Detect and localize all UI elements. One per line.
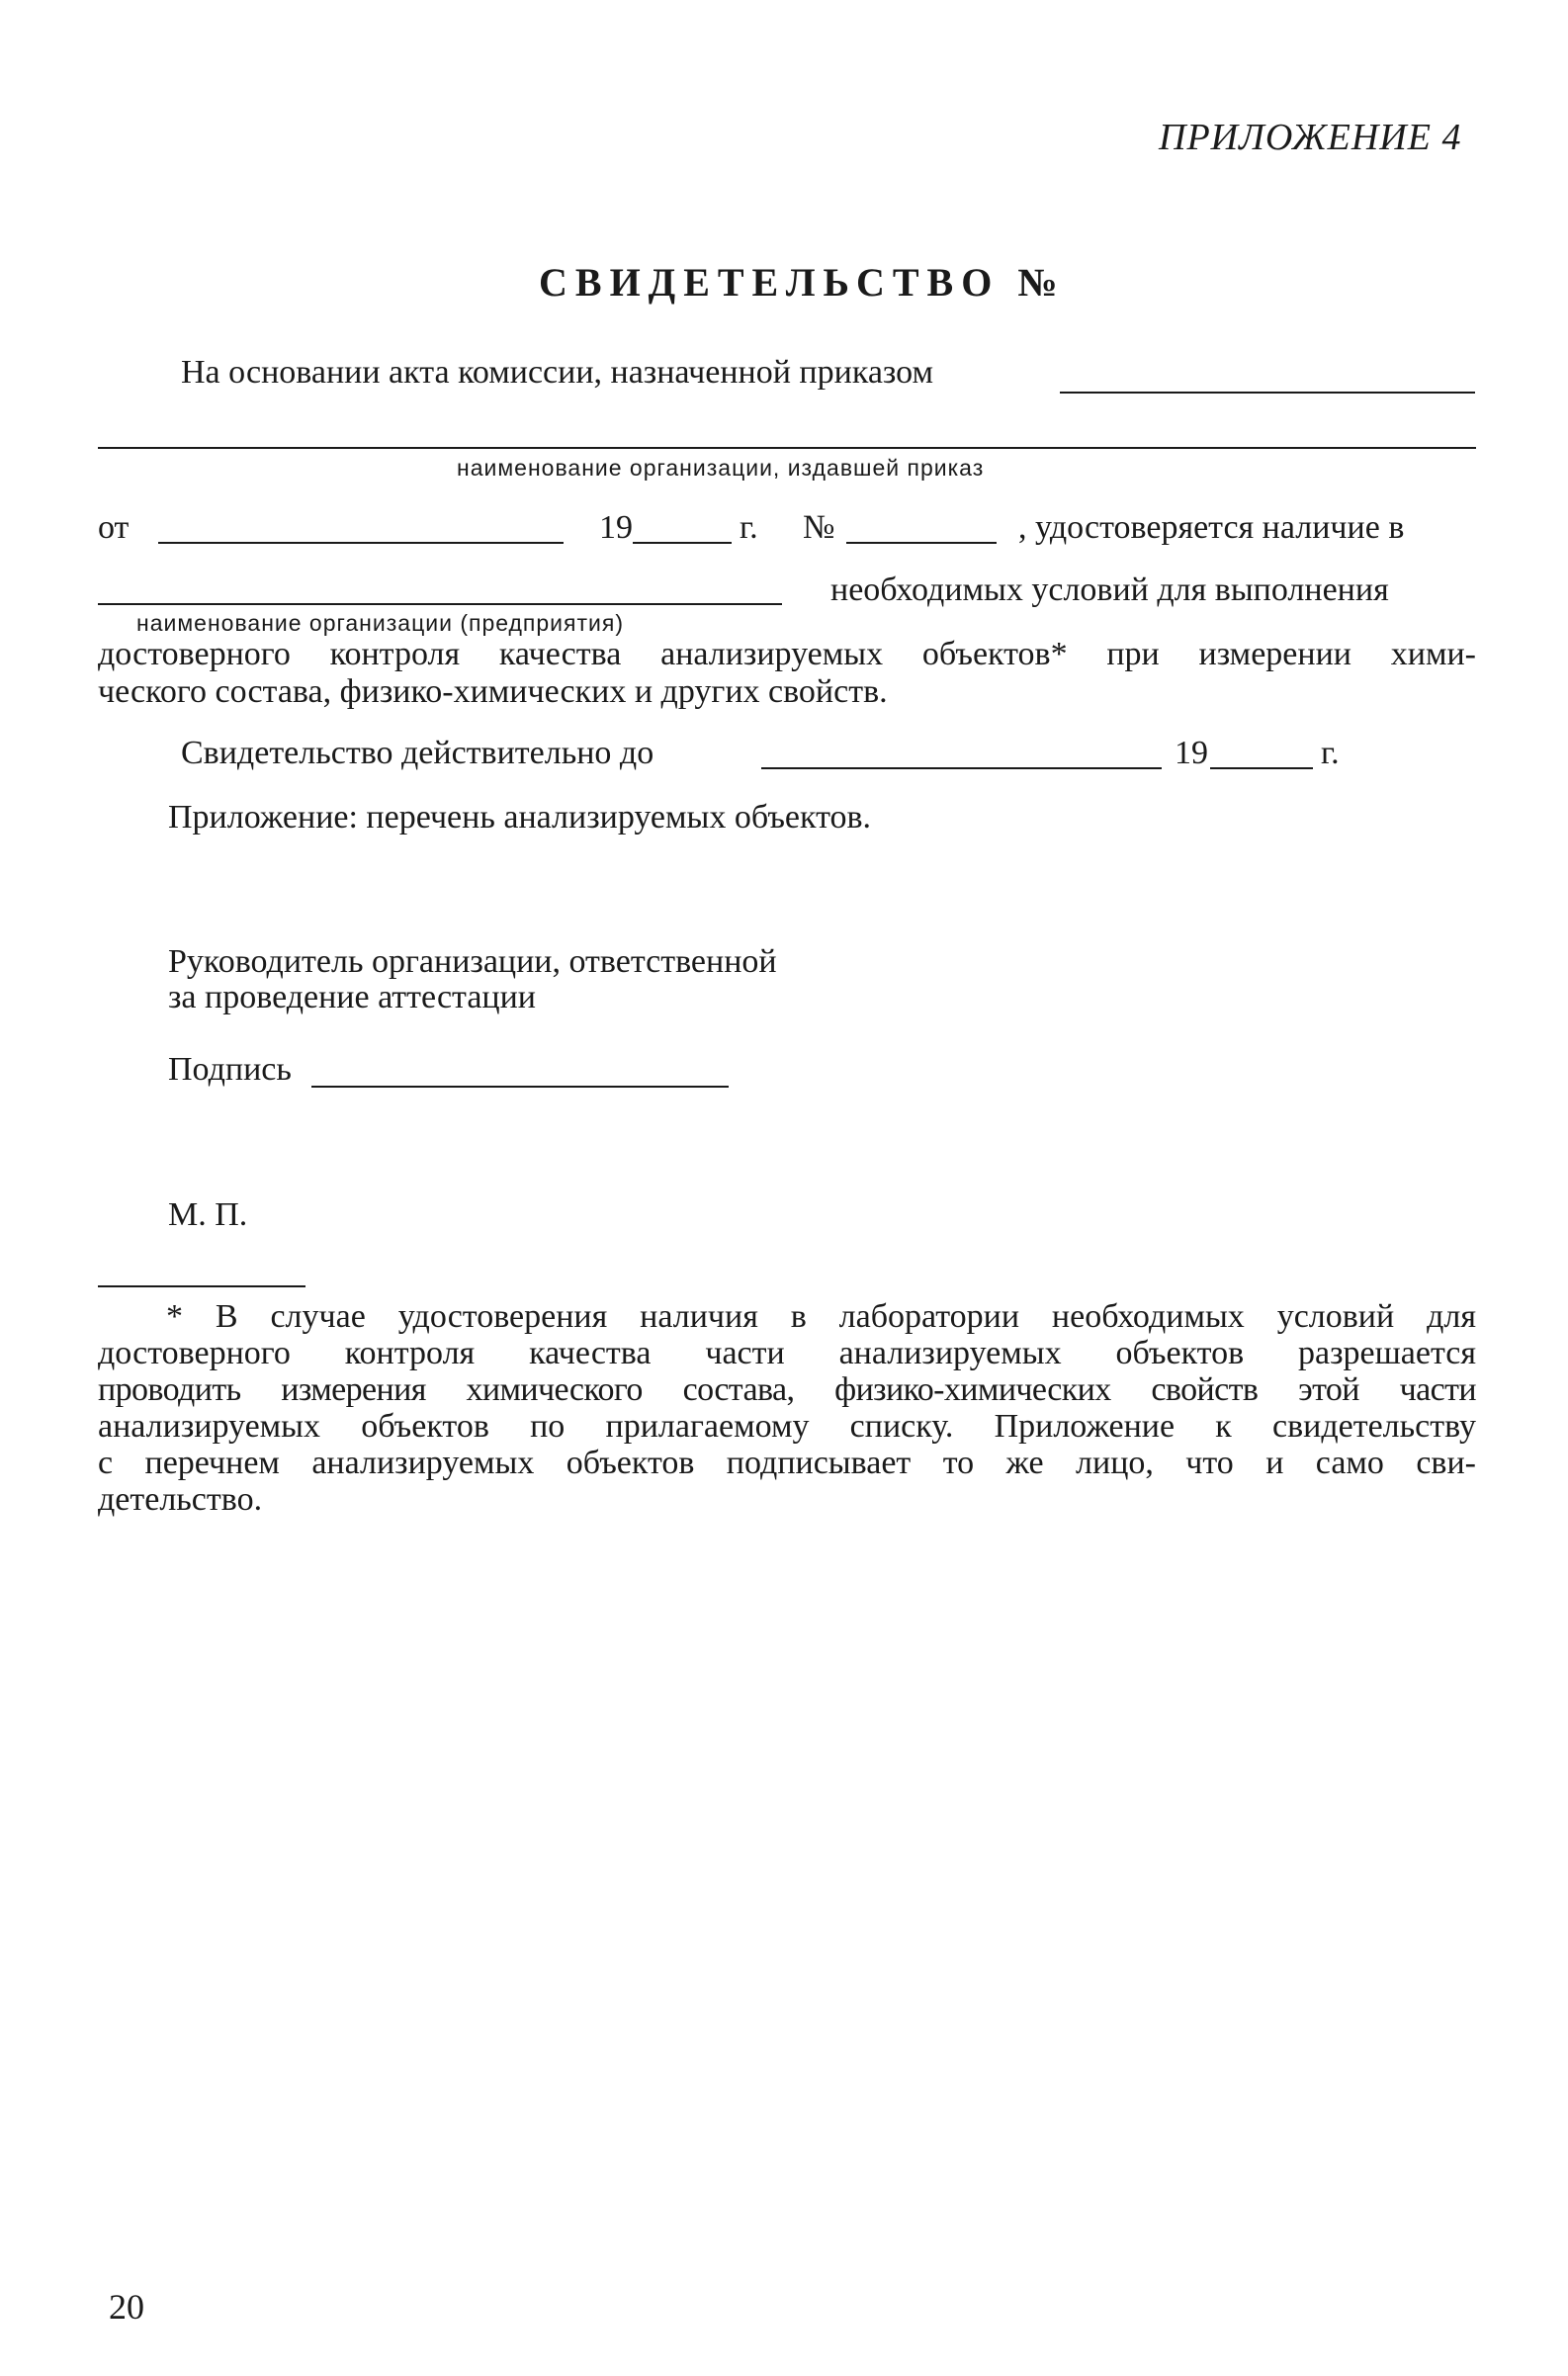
signature-blank-line[interactable] — [311, 1086, 729, 1088]
date-blank-line[interactable] — [158, 542, 564, 544]
footnote-line-5: с перечнем анализируемых объектов подписывает то же лицо, что и само сви- — [98, 1445, 1476, 1481]
signature-label: Подпись — [168, 1051, 292, 1088]
page-number: 20 — [109, 2287, 144, 2327]
head-title-line-2: за проведение аттестации — [168, 979, 536, 1015]
valid-until-text: Свидетельство действительно до — [181, 735, 654, 771]
number-blank-line[interactable] — [846, 542, 997, 544]
year-prefix: 19 — [599, 509, 633, 546]
appendix-label: ПРИЛОЖЕНИЕ 4 — [1159, 117, 1462, 158]
order-basis-text: На основании акта комиссии, назначенной приказом — [181, 354, 934, 391]
certifies-text: , удостоверяется наличие в — [1018, 509, 1405, 546]
footnote-separator — [98, 1285, 305, 1287]
valid-year-prefix: 19 — [1175, 735, 1208, 771]
from-label: от — [98, 509, 130, 546]
footnote-line-2: достоверного контроля качества части анализируемых объектов разрешается — [98, 1335, 1476, 1371]
year-blank-line[interactable] — [633, 542, 732, 544]
caption-issuing-org: наименование организации, издавшей приказ — [457, 455, 985, 481]
body-line-1: достоверного контроля качества анализируемых объектов* при измерении хими- — [98, 636, 1476, 672]
body-line-2: ческого состава, физико-химических и других свойств. — [98, 673, 888, 710]
footnote-line-4: анализируемых объектов по прилагаемому списку. Приложение к свидетельству — [98, 1408, 1476, 1445]
year-suffix: г. — [740, 509, 758, 546]
conditions-text: необходимых условий для выполнения — [830, 572, 1389, 608]
head-title-line-1: Руководитель организации, ответственной — [168, 943, 777, 980]
enterprise-blank-line[interactable] — [98, 603, 782, 605]
footnote-line-3: проводить измерения химического состава, физико-химических свойств этой части — [98, 1371, 1476, 1408]
issuing-org-blank-line[interactable] — [98, 447, 1476, 449]
footnote-line-1: * В случае удостоверения наличия в лаборатории необходимых условий для — [166, 1298, 1476, 1335]
caption-enterprise: наименование организации (предприятия) — [136, 610, 624, 636]
number-sign: № — [803, 509, 835, 546]
appendix-note: Приложение: перечень анализируемых объектов. — [168, 799, 872, 836]
valid-year-suffix: г. — [1321, 735, 1340, 771]
valid-until-blank-line[interactable] — [761, 767, 1162, 769]
certificate-title: СВИДЕТЕЛЬСТВО № — [539, 260, 1066, 305]
valid-year-blank-line[interactable] — [1210, 767, 1313, 769]
order-blank-line[interactable] — [1060, 392, 1475, 394]
seal-label: М. П. — [168, 1196, 248, 1233]
footnote-line-6: детельство. — [98, 1481, 263, 1518]
